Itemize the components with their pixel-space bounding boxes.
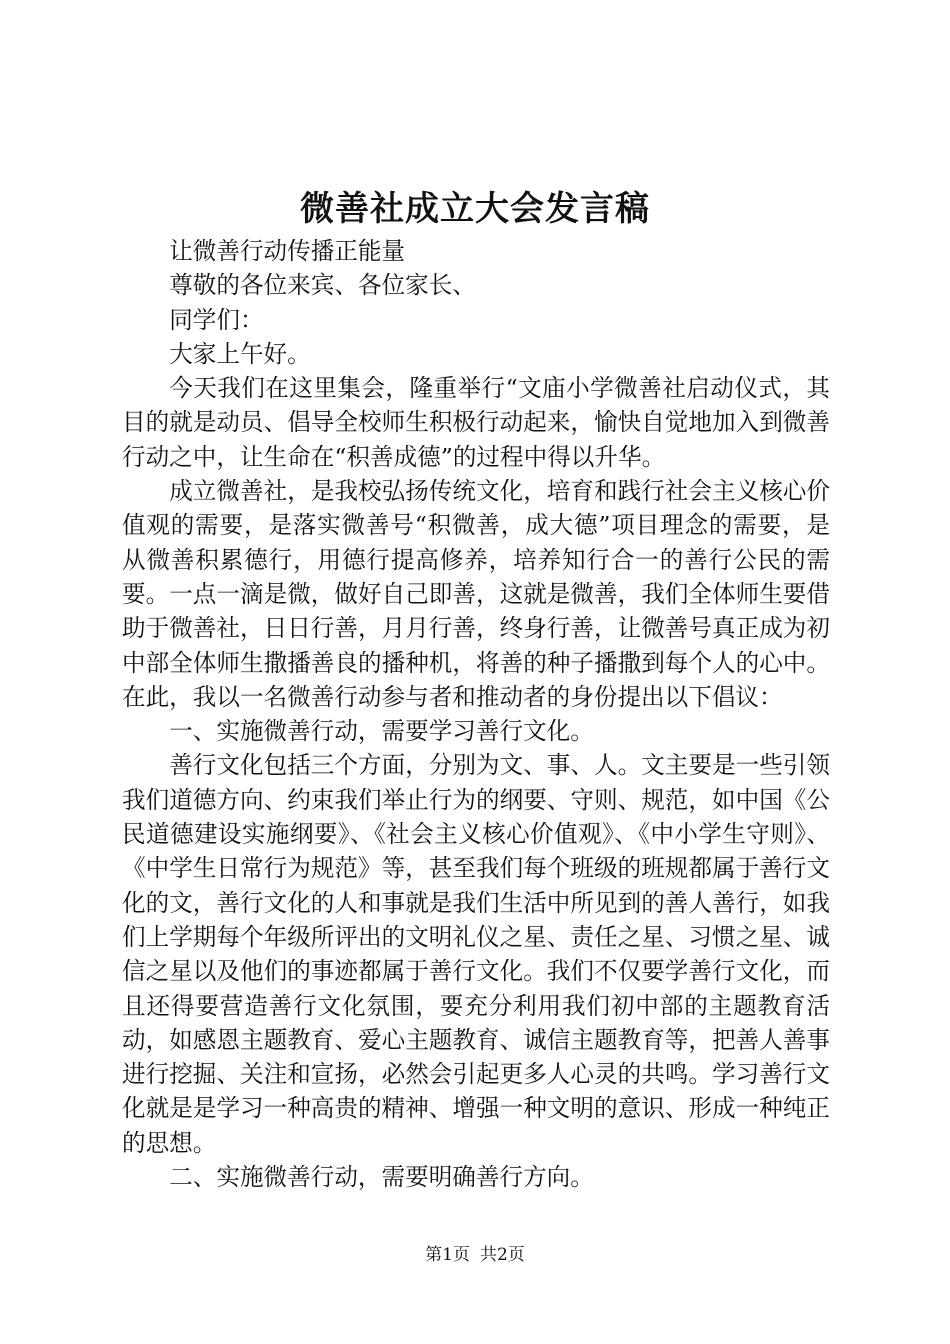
section-heading: 二、实施微善行动，需要明确善行方向。 — [169, 1163, 594, 1192]
salutation-paragraph: 同学们： — [169, 305, 264, 334]
document-body — [122, 234, 830, 1194]
subtitle-paragraph: 让微善行动传播正能量 — [169, 237, 406, 265]
salutation-paragraph: 尊敬的各位来宾、各位家长、 — [169, 271, 476, 300]
section-heading: 一、实施微善行动，需要学习善行文化。 — [169, 717, 594, 746]
page-total: 共2页 — [480, 1245, 525, 1265]
greeting-paragraph: 大家上午好。 — [169, 339, 311, 368]
document-title: 微善社成立大会发言稿 — [300, 189, 650, 229]
page-footer — [0, 1243, 950, 1267]
body-paragraph: 成立微善社，是我校弘扬传统文化，培育和践行社会主义核心价值观的需要，是落实微善号“积微善，成大德”项目理念的需要，是从微善积累德行，用德行提高修养，培养知行合一的善行公民的需要。一点一滴是微，做好自己即善，这就是微善，我们全体师生要借助于微善社，日日行善，月月行善，终身行善，让微善号真正成为初中部全体师生撒播善良的播种机，将善的种子播撒到每个人的心中。在此，我以一名微善行动参与者和推动者的身份提出以下倡议： — [122, 477, 830, 711]
page-number: 第1页 — [425, 1245, 470, 1265]
body-paragraph: 善行文化包括三个方面，分别为文、事、人。文主要是一些引领我们道德方向、约束我们举止行为的纲要、守则、规范，如中国《公民道德建设实施纲要》、《社会主义核心价值观》、《中小学生守则》、《中学生日常行为规范》等，甚至我们每个班级的班规都属于善行文化的文，善行文化的人和事就是我们生活中所见到的善人善行，如我们上学期每个年级所评出的文明礼仪之星、责任之星、习惯之星、诚信之星以及他们的事迹都属于善行文化。我们不仅要学善行文化，而且还得要营造善行文化氛围，要充分利用我们初中部的主题教育活动，如感恩主题教育、爱心主题教育、诚信主题教育等，把善人善事进行挖掘、关注和宣扬，必然会引起更多人心灵的共鸣。学习善行文化就是是学习一种高贵的精神、增强一种文明的意识、形成一种纯正的思想。 — [122, 751, 830, 1157]
body-paragraph: 今天我们在这里集会，隆重举行“文庙小学微善社启动仪式，其目的就是动员、倡导全校师生积极行动起来，愉快自觉地加入到微善行动之中，让生命在“积善成德”的过程中得以升华。 — [122, 374, 830, 471]
